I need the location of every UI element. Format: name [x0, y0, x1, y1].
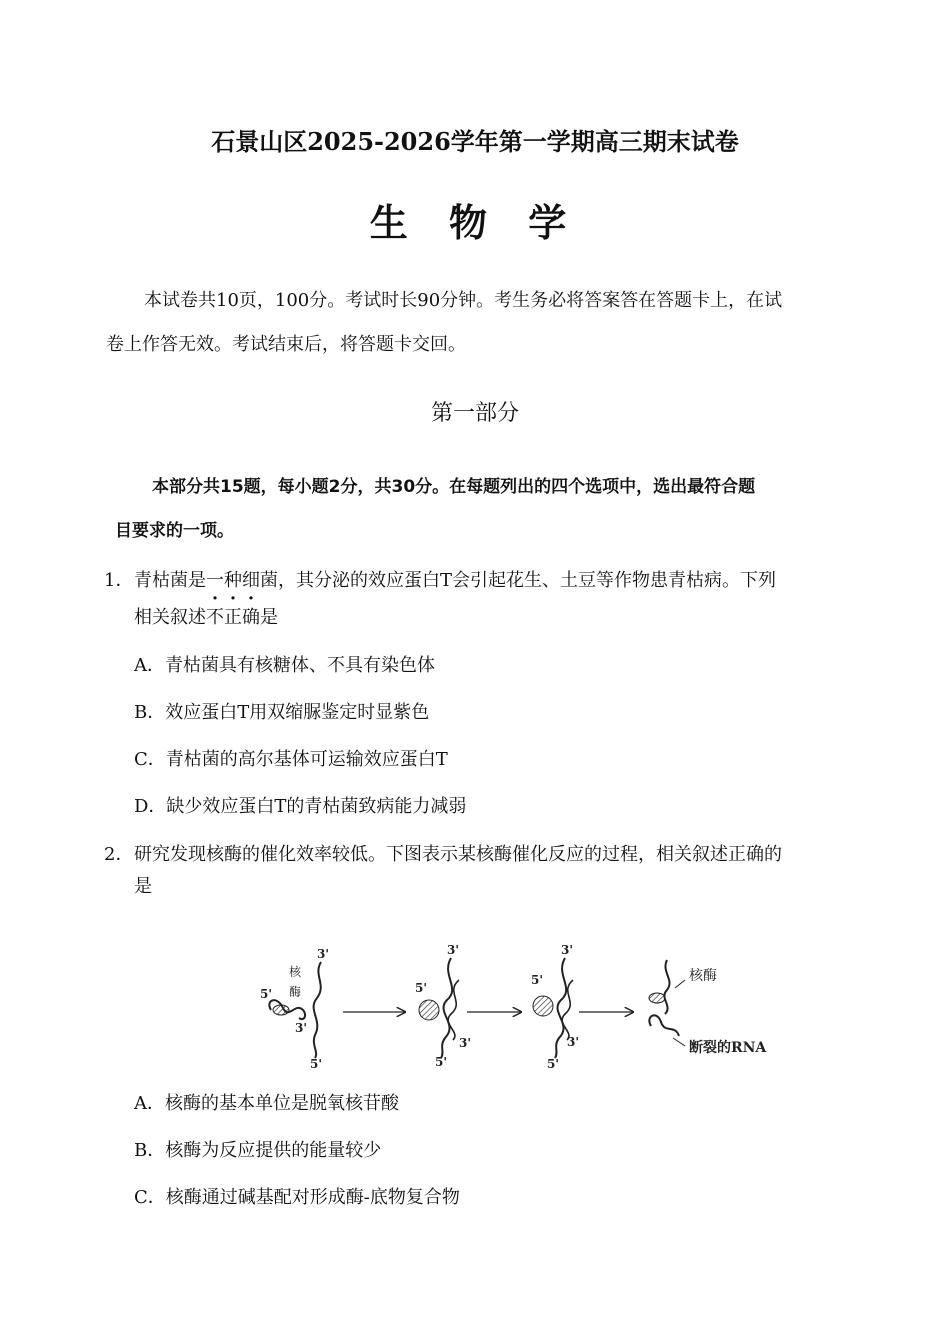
- question-1-number: 1．: [104, 570, 134, 591]
- stage3-3prime-bottom: 3': [567, 1035, 580, 1049]
- ribozyme-label-char-1: 核: [289, 965, 302, 979]
- stage4-ribozyme-loop: [649, 993, 665, 1003]
- stage2-3prime-bottom: 3': [459, 1036, 472, 1050]
- intro-line-2: 卷上作答无效。考试结束后，将答题卡交回。: [106, 334, 466, 355]
- part-one-instructions-1: 本部分共15题，每小题2分，共30分。在每题列出的四个选项中，选出最符合题: [152, 477, 756, 497]
- stage4-cleaved-rna-label: 断裂的RNA: [689, 1040, 767, 1056]
- part-one-title: 第一部分: [430, 401, 519, 426]
- stage2-ribozyme-loop: [419, 1000, 439, 1020]
- stage4-ribozyme-label: 核酶: [689, 968, 717, 984]
- question-2-option-a: A．核酶的基本单位是脱氧核苷酸: [134, 1093, 399, 1114]
- stage3-ribozyme-loop: [533, 996, 553, 1016]
- question-1-option-d: D．缺少效应蛋白T的青枯菌致病能力减弱: [134, 796, 467, 817]
- question-2-stem-line-1: 研究发现核酶的催化效率较低。下图表示某核酶催化反应的过程，相关叙述正确的: [134, 844, 782, 865]
- intro-line-1: 本试卷共10页，100分。考试时长90分钟。考生务必将答案答在答题卡上，在试: [144, 290, 783, 311]
- question-1-stem-line-2: [134, 603, 278, 629]
- ribozyme-reaction-figure: [255, 940, 795, 1075]
- q1-stem-suffix: 是: [260, 607, 278, 628]
- question-1-option-c: C．青枯菌的高尔基体可运输效应蛋白T: [134, 749, 448, 770]
- stage3-5prime-left: 5': [531, 973, 544, 987]
- stage2-5prime-left: 5': [415, 981, 428, 995]
- subject-title: 生 物 学: [369, 201, 581, 245]
- exam-title: 石景山区2025-2026学年第一学期高三期末试卷: [211, 127, 739, 156]
- stage1-5prime-label: 5': [260, 987, 273, 1001]
- stage4-ribozyme-strand: [664, 960, 669, 1014]
- emphasis-char-2: 正: [224, 607, 242, 628]
- stage3-substrate-rna: [555, 958, 566, 1058]
- stage4-rna-pointer: [673, 1038, 685, 1046]
- stage2-substrate-rna: [441, 958, 452, 1058]
- q1-stem-prefix: 相关叙述: [134, 607, 206, 628]
- question-1-stem-line-1: 青枯菌是一种细菌，其分泌的效应蛋白T会引起花生、土豆等作物患青枯病。下列: [134, 570, 777, 591]
- stage1-3prime-label-bottom: 3': [295, 1021, 308, 1035]
- stage3-3prime-top: 3': [561, 943, 574, 957]
- stage2-3prime-top: 3': [447, 943, 460, 957]
- stage3-5prime-bottom: 5': [547, 1057, 560, 1071]
- stage4-cleaved-rna: [649, 1015, 679, 1036]
- question-1-option-a: A．青枯菌具有核糖体、不具有染色体: [134, 655, 435, 676]
- part-one-instructions-2: 目要求的一项。: [115, 521, 234, 541]
- question-1-option-b: B．效应蛋白T用双缩脲鉴定时显紫色: [134, 702, 430, 723]
- stage1-5prime-label-bottom: 5': [310, 1057, 323, 1071]
- question-2-stem-line-2: 是: [134, 876, 152, 897]
- question-2-number: 2．: [104, 844, 134, 865]
- stage1-substrate-rna: [314, 962, 321, 1058]
- question-2-option-c: C．核酶通过碱基配对形成酶-底物复合物: [134, 1187, 460, 1208]
- stage1-3prime-label-top: 3': [317, 947, 330, 961]
- stage2-5prime-bottom: 5': [435, 1055, 448, 1069]
- ribozyme-label-char-2: 酶: [289, 985, 302, 999]
- stage4-ribozyme-pointer: [675, 980, 685, 988]
- emphasis-char-1: 不: [206, 607, 224, 628]
- emphasis-char-3: 确: [242, 607, 260, 628]
- question-2-option-b: B．核酶为反应提供的能量较少: [134, 1140, 382, 1161]
- stage1-ribozyme-loop: [273, 1005, 289, 1015]
